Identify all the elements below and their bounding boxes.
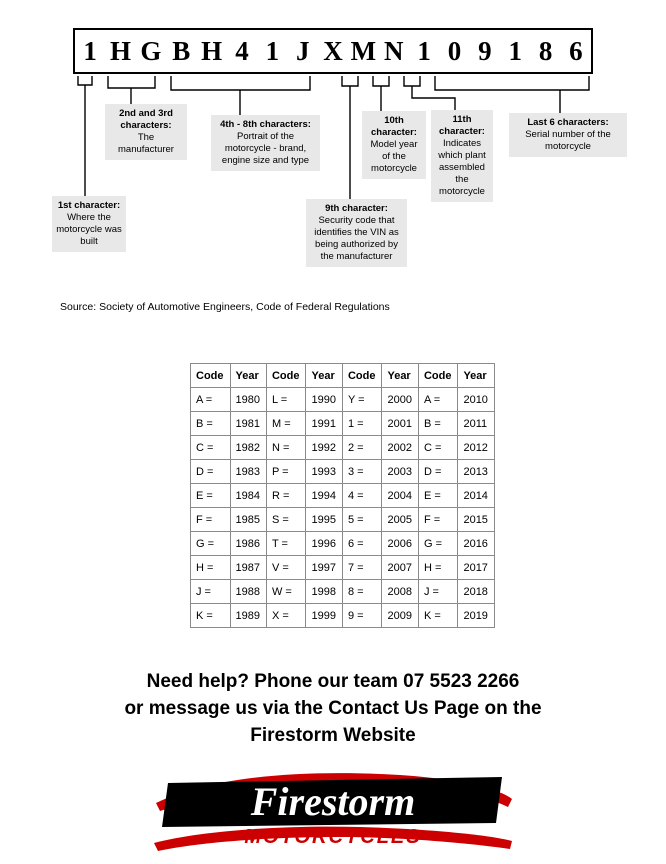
column-header: Year: [230, 364, 266, 388]
callout-10th-character: [362, 111, 426, 179]
cell-year: 1994: [306, 484, 342, 508]
table-row: [191, 388, 495, 412]
callout-title: 1st character:: [57, 200, 121, 211]
cell-code: 4 =: [342, 484, 382, 508]
table-row: [191, 460, 495, 484]
cell-code: 3 =: [342, 460, 382, 484]
cell-year: 1998: [306, 580, 342, 604]
cell-year: 2007: [382, 556, 418, 580]
year-code-table: [190, 363, 495, 628]
vin-char: 6: [569, 36, 583, 66]
cell-code: N =: [266, 436, 306, 460]
firestorm-motorcycles-logo: [150, 765, 516, 851]
vin-char: 1: [417, 36, 431, 66]
vin-char: 8: [538, 36, 553, 66]
cell-year: 2010: [458, 388, 494, 412]
cell-year: 2005: [382, 508, 418, 532]
cell-year: 1999: [306, 604, 342, 628]
cell-year: 1983: [230, 460, 266, 484]
callout-body: Indicates which plant assembled the motorcycle: [438, 138, 486, 197]
vin-char: H: [201, 36, 223, 66]
cell-code: X =: [266, 604, 306, 628]
source-note: Source: Society of Automotive Engineers, Code of Federal Regulations: [60, 301, 390, 313]
cell-code: S =: [266, 508, 306, 532]
cell-code: V =: [266, 556, 306, 580]
cell-year: 1981: [230, 412, 266, 436]
cell-code: F =: [418, 508, 458, 532]
cell-code: H =: [418, 556, 458, 580]
cell-code: B =: [418, 412, 458, 436]
cell-code: J =: [191, 580, 231, 604]
vin-char: X: [323, 36, 343, 66]
vin-char: J: [295, 36, 310, 66]
cell-year: 1993: [306, 460, 342, 484]
cell-year: 2008: [382, 580, 418, 604]
vin-char: N: [384, 36, 404, 66]
table-row: [191, 412, 495, 436]
callout-body: Portrait of the motorcycle - brand, engine size and type: [221, 131, 310, 166]
cell-year: 2011: [458, 412, 494, 436]
cell-year: 2019: [458, 604, 494, 628]
cell-code: 2 =: [342, 436, 382, 460]
cell-code: 7 =: [342, 556, 382, 580]
cell-code: T =: [266, 532, 306, 556]
column-header: Year: [458, 364, 494, 388]
callout-body: Where the motorcycle was built: [56, 212, 122, 247]
table-row: [191, 508, 495, 532]
cell-year: 1995: [306, 508, 342, 532]
cell-year: 2018: [458, 580, 494, 604]
cell-year: 2012: [458, 436, 494, 460]
vin-char: 1: [265, 36, 280, 66]
cell-year: 1986: [230, 532, 266, 556]
cell-year: 2001: [382, 412, 418, 436]
callout-2nd-3rd-characters: [105, 104, 187, 160]
logo-graphic: [150, 765, 516, 851]
cell-year: 1987: [230, 556, 266, 580]
vin-char: 1: [508, 36, 522, 66]
cell-code: 9 =: [342, 604, 382, 628]
callout-11th-character: [431, 110, 493, 202]
callout-body: Model year of the motorcycle: [370, 139, 418, 174]
cell-year: 1980: [230, 388, 266, 412]
help-line-2: or message us via the Contact Us Page on the: [124, 698, 542, 719]
cell-code: L =: [266, 388, 306, 412]
vin-char: G: [140, 36, 162, 66]
callout-4th-8th-characters: [211, 115, 320, 171]
table-row: [191, 604, 495, 628]
vin-char: 0: [447, 36, 462, 66]
cell-code: G =: [191, 532, 231, 556]
table-row: [191, 556, 495, 580]
column-header: Code: [191, 364, 231, 388]
vin-char: M: [350, 36, 377, 66]
callout-1st-character: [52, 196, 126, 252]
cell-code: F =: [191, 508, 231, 532]
callout-body: The manufacturer: [118, 132, 174, 155]
cell-code: G =: [418, 532, 458, 556]
column-header: Code: [266, 364, 306, 388]
callout-title: Last 6 characters:: [527, 117, 609, 128]
cell-code: 1 =: [342, 412, 382, 436]
cell-year: 2004: [382, 484, 418, 508]
cell-year: 2003: [382, 460, 418, 484]
cell-code: K =: [191, 604, 231, 628]
cell-year: 1989: [230, 604, 266, 628]
cell-year: 1988: [230, 580, 266, 604]
table-row: [191, 484, 495, 508]
cell-code: W =: [266, 580, 306, 604]
cell-year: 2002: [382, 436, 418, 460]
table-row: [191, 532, 495, 556]
cell-year: 2017: [458, 556, 494, 580]
cell-year: 1991: [306, 412, 342, 436]
column-header: Year: [306, 364, 342, 388]
cell-code: M =: [266, 412, 306, 436]
cell-code: 5 =: [342, 508, 382, 532]
vin-char: B: [172, 36, 191, 66]
cell-year: 2015: [458, 508, 494, 532]
vin-box: [73, 28, 593, 74]
help-text: [0, 668, 666, 749]
cell-code: H =: [191, 556, 231, 580]
column-header: Code: [342, 364, 382, 388]
callout-9th-character: [306, 199, 407, 267]
cell-year: 1990: [306, 388, 342, 412]
cell-year: 1982: [230, 436, 266, 460]
cell-year: 1985: [230, 508, 266, 532]
callout-title: 4th - 8th characters:: [220, 119, 311, 130]
callout-last-6-characters: [509, 113, 627, 157]
table-row: [191, 436, 495, 460]
cell-code: A =: [418, 388, 458, 412]
cell-code: B =: [191, 412, 231, 436]
cell-year: 2014: [458, 484, 494, 508]
cell-code: R =: [266, 484, 306, 508]
cell-code: J =: [418, 580, 458, 604]
cell-year: 2013: [458, 460, 494, 484]
cell-year: 1997: [306, 556, 342, 580]
cell-code: A =: [191, 388, 231, 412]
help-line-3: Firestorm Website: [250, 725, 416, 746]
vin-display: [73, 28, 593, 74]
callout-title: 10th character:: [371, 115, 417, 138]
callout-title: 9th character:: [325, 203, 388, 214]
cell-code: K =: [418, 604, 458, 628]
callout-body: Serial number of the motorcycle: [525, 129, 611, 152]
logo-wordmark: Firestorm: [250, 779, 416, 824]
cell-code: 8 =: [342, 580, 382, 604]
vin-char: H: [110, 36, 132, 66]
cell-year: 2000: [382, 388, 418, 412]
cell-code: 6 =: [342, 532, 382, 556]
cell-code: D =: [191, 460, 231, 484]
callout-title: 11th character:: [439, 114, 485, 137]
column-header: Code: [418, 364, 458, 388]
vin-char: 9: [478, 36, 492, 66]
cell-code: E =: [191, 484, 231, 508]
cell-year: 2006: [382, 532, 418, 556]
cell-year: 2009: [382, 604, 418, 628]
cell-year: 1996: [306, 532, 342, 556]
vin-char: 1: [83, 36, 97, 66]
cell-year: 2016: [458, 532, 494, 556]
vin-char: 4: [235, 36, 249, 66]
callout-title: 2nd and 3rd characters:: [119, 108, 173, 131]
table-header-row: [191, 364, 495, 388]
callout-body: Security code that identifies the VIN as being authorized by the manufacturer: [314, 215, 399, 262]
cell-code: C =: [418, 436, 458, 460]
cell-code: C =: [191, 436, 231, 460]
cell-year: 1992: [306, 436, 342, 460]
cell-code: D =: [418, 460, 458, 484]
help-line-1: Need help? Phone our team 07 5523 2266: [146, 671, 520, 692]
table-row: [191, 580, 495, 604]
cell-year: 1984: [230, 484, 266, 508]
logo-subtext: MOTORCYCLES: [244, 826, 422, 848]
cell-code: E =: [418, 484, 458, 508]
cell-code: P =: [266, 460, 306, 484]
column-header: Year: [382, 364, 418, 388]
cell-code: Y =: [342, 388, 382, 412]
